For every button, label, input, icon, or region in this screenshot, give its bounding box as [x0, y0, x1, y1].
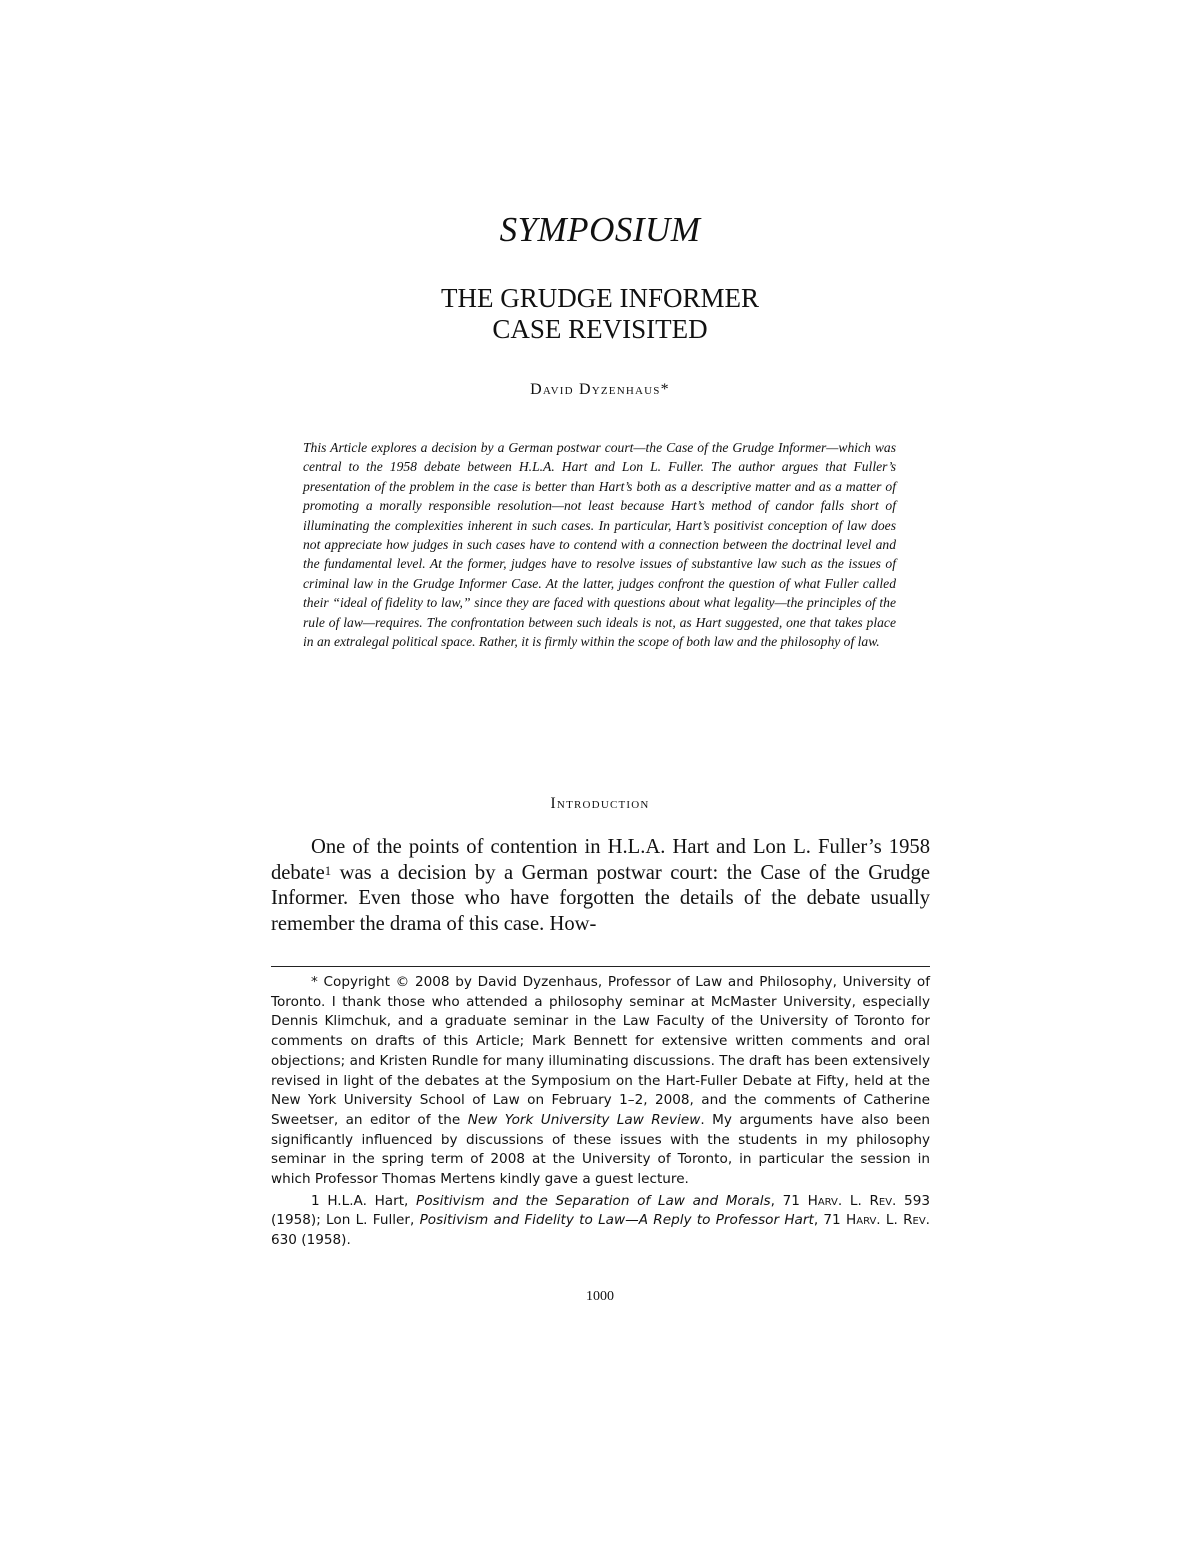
introduction-text-part-2: was a decision by a German postwar court: the Case of the Grudge Informer. Even those who have forgotten the details of the debate usually remember the drama of this case. How- — [271, 861, 930, 935]
footnote-author-mark: * — [311, 974, 318, 990]
footnote-1-mark: 1 — [311, 1192, 320, 1209]
author-footnote-mark: * — [660, 381, 670, 398]
symposium-heading: SYMPOSIUM — [499, 210, 701, 249]
footnote-divider — [271, 966, 930, 967]
footnote-author-text-1: Copyright © 2008 by David Dyzenhaus, Professor of Law and Philosophy, University of Toronto. I thank those who attended a philosophy seminar at McMaster University, especially Dennis Klimchuk, and a graduate seminar in the Law Faculty of the University of Toronto for comments on drafts of this Article; Mark Bennett for extensive written comments and oral objections; and Kristen Rundle for many illuminating discussions. The draft has been extensively revised in light of the debates at the Symposium on the Hart-Fuller Debate at Fifty, held at the New York University School of Law on February 1–2, 2008, and the comments of Catherine Sweetser, an editor of the — [271, 974, 930, 1128]
article-title-line-2: CASE REVISITED — [492, 314, 708, 344]
footnote-1-author-1: H.L.A. Hart, — [319, 1192, 417, 1209]
footnotes — [271, 973, 930, 1251]
footnote-author-text-2: . My arguments have also been significantly influenced by discussions of these issues with the students in my philosophy seminar in the spring term of 2008 at the University of Toronto, in particular the session in which Professor Thomas Mertens kindly gave a guest lecture. — [271, 1111, 930, 1188]
footnote-1-volume-2: , 71 — [813, 1212, 846, 1229]
footnote-1-journal-2: Harv. L. Rev. — [846, 1212, 931, 1229]
footnote-author — [271, 973, 930, 1190]
introduction-text-part-1: One of the points of contention in H.L.A. Hart and Lon L. Fuller’s 1958 debate — [271, 836, 930, 884]
article-title-line-1: THE GRUDGE INFORMER — [440, 283, 759, 313]
footnote-1-journal-1: Harv. L. Rev. — [807, 1192, 897, 1209]
abstract: This Article explores a decision by a German postwar court—the Case of the Grudge Informer—which was central to the 1958 debate between H.L.A. Hart and Lon L. Fuller. The author argues that Fuller’s presentation of the problem in the case is better than Hart’s both as a descriptive matter and as a matter of promoting a morally responsible resolution—not least because Hart’s method of candor falls short of illuminating the complexities inherent in such cases. In particular, Hart’s positivist conception of law does not appreciate how judges in such cases have to contend with a connection between the doctrinal level and the fundamental level. At the former, judges have to resolve issues of substantive law such as the issues of criminal law in the Grudge Informer Case. At the latter, judges confront the question of what Fuller called their “ideal of fidelity to law,” since they are faced with questions about what legality—the principles of the rule of law—requires. The confrontation between such ideals is not, as Hart suggested, one that takes place in an extralegal political space. Rather, it is firmly within the scope of both law and the philosophy of law. — [303, 440, 896, 650]
footnote-1-title-1: Positivism and the Separation of Law and Morals — [416, 1192, 771, 1209]
author-name: David Dyzenhaus — [530, 381, 661, 398]
introduction-heading: Introduction — [550, 795, 650, 812]
footnote-1-volume-1: , 71 — [770, 1192, 808, 1209]
article-title — [0, 283, 1200, 345]
footnote-1-citation-1: 593 (1958); Lon L. Fuller, — [271, 1192, 930, 1229]
footnote-1-title-2: Positivism and Fidelity to Law—A Reply to Professor Hart — [419, 1212, 814, 1229]
introduction-paragraph — [271, 835, 930, 937]
author-byline — [0, 381, 1200, 399]
page-number: 1000 — [586, 1289, 614, 1304]
footnote-author-journal: New York University Law Review — [467, 1111, 701, 1128]
footnote-1-citation-2: 630 (1958). — [271, 1232, 351, 1249]
footnote-reference-1: 1 — [324, 863, 332, 878]
footnote-1 — [271, 1192, 930, 1251]
